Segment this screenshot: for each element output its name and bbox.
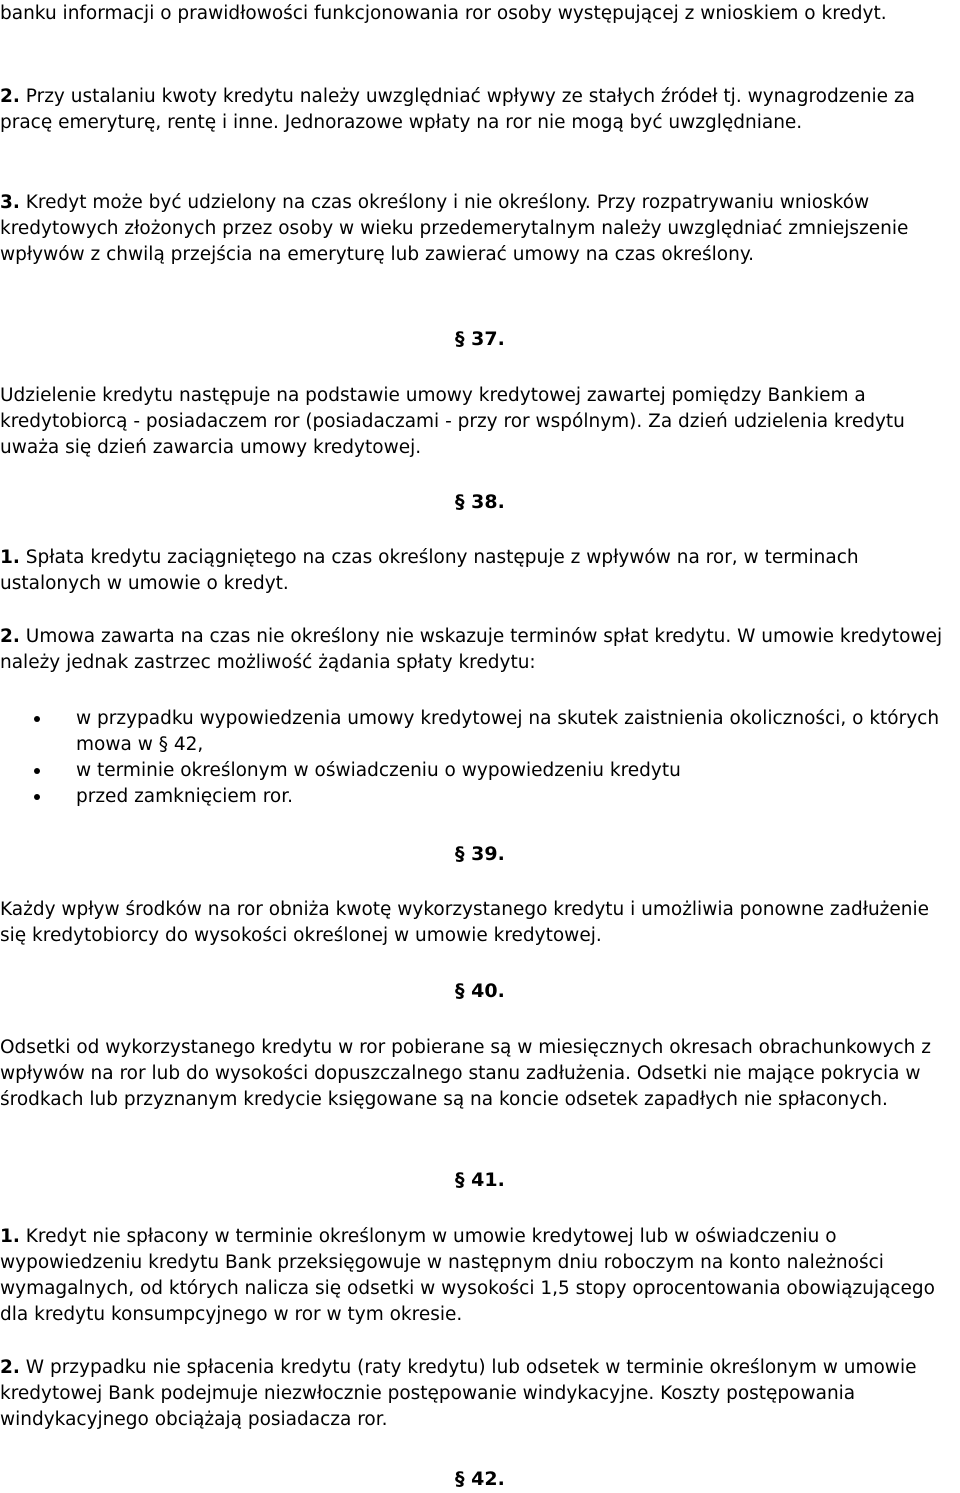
paragraph-number: 2. [0,86,20,107]
paragraph-36-3 [0,190,958,268]
list-item [0,758,958,784]
paragraph-text: Umowa zawarta na czas nie określony nie wskazuje terminów spłat kredytu. W umowie kredytowej należy jednak zastrzec możliwość żądania spłaty kredytu: [0,626,943,673]
paragraph-text: Każdy wpływ środków na ror obniża kwotę wykorzystanego kredytu i umożliwia ponowne zadłużenie się kredytobiorcy do wysokości określonej w umowie kredytowej. [0,899,930,946]
intro-paragraph [0,1,958,27]
paragraph-text: Odsetki od wykorzystanego kredytu w ror pobierane są w miesięcznych okresach obrachunkowych z wpływów na ror lub do wysokości dopuszczalnego stanu zadłużenia. Odsetki nie mające pokrycia w środkach lub przyznanym kredycie księgowane są na koncie odsetek zapadłych nie spłaconych. [0,1037,931,1110]
paragraph-number: 2. [0,1357,20,1378]
section-heading-37 [455,326,505,352]
paragraph-41-2 [0,1355,958,1433]
section-heading-40 [455,978,505,1004]
paragraph-41-1 [0,1224,958,1328]
section-heading-38 [455,489,505,515]
paragraph-number: 1. [0,1226,20,1247]
section-symbol: § [455,843,465,865]
section-number: 39. [471,843,505,865]
paragraph-number: 3. [0,192,20,213]
section-heading-42 [455,1466,505,1492]
section-symbol: § [455,980,465,1002]
bullet-icon [34,716,40,722]
list-item [0,784,958,810]
section-symbol: § [455,1169,465,1191]
section-symbol: § [455,328,465,350]
bullet-icon [34,768,40,774]
list-item-text: przed zamknięciem ror. [76,786,293,807]
section-symbol: § [455,1468,465,1490]
paragraph-text: Udzielenie kredytu następuje na podstawie umowy kredytowej zawartej pomiędzy Bankiem a kredytobiorcą - posiadaczem ror (posiadaczami - przy ror wspólnym). Za dzień udzielenia kredytu uważa się dzień zawarcia umowy kredytowej. [0,385,905,458]
paragraph-38-2 [0,624,958,676]
paragraph-38-1 [0,545,958,597]
paragraph-text: W przypadku nie spłacenia kredytu (raty kredytu) lub odsetek w terminie określonym w umowie kredytowej Bank podejmuje niezwłocznie postępowanie windykacyjne. Koszty postępowania windykacyjnego obciążają posiadacza ror. [0,1357,917,1430]
section-number: 42. [471,1468,505,1490]
paragraph-text: Przy ustalaniu kwoty kredytu należy uwzględniać wpływy ze stałych źródeł tj. wynagrodzenie za pracę emeryturę, rentę i inne. Jednorazowe wpłaty na ror nie mogą być uwzględniane. [0,86,915,133]
list-item-text: w przypadku wypowiedzenia umowy kredytowej na skutek zaistnienia okoliczności, o których mowa w § 42, [76,708,940,755]
section-number: 40. [471,980,505,1002]
paragraph-number: 1. [0,547,20,568]
section-40-text [0,1035,958,1113]
list-item [0,706,958,758]
intro-text: banku informacji o prawidłowości funkcjonowania ror osoby występującej z wnioskiem o kredyt. [0,3,887,24]
list-item-text: w terminie określonym w oświadczeniu o wypowiedzeniu kredytu [76,760,681,781]
section-symbol: § [455,491,465,513]
section-number: 38. [471,491,505,513]
paragraph-number: 2. [0,626,20,647]
section-37-text [0,383,958,461]
section-number: 37. [471,328,505,350]
paragraph-text: Kredyt może być udzielony na czas określony i nie określony. Przy rozpatrywaniu wniosków kredytowych złożonych przez osoby w wieku przedemerytalnym należy uwzględniać zmniejszenie wpływów z chwilą przejścia na emeryturę lub zawierać umowy na czas określony. [0,192,909,265]
bullet-icon [34,794,40,800]
section-number: 41. [471,1169,505,1191]
bullet-list [0,706,958,810]
paragraph-text: Kredyt nie spłacony w terminie określonym w umowie kredytowej lub w oświadczeniu o wypowiedzeniu kredytu Bank przeksięgowuje w następnym dniu roboczym na konto należności wymagalnych, od których nalicza się odsetki w wysokości 1,5 stopy oprocentowania obowiązującego dla kredytu konsumpcyjnego w ror w tym okresie. [0,1226,935,1325]
paragraph-36-2 [0,84,958,136]
section-heading-41 [455,1167,505,1193]
section-heading-39 [455,841,505,867]
section-39-text [0,897,958,949]
paragraph-text: Spłata kredytu zaciągniętego na czas określony następuje z wpływów na ror, w terminach ustalonych w umowie o kredyt. [0,547,859,594]
